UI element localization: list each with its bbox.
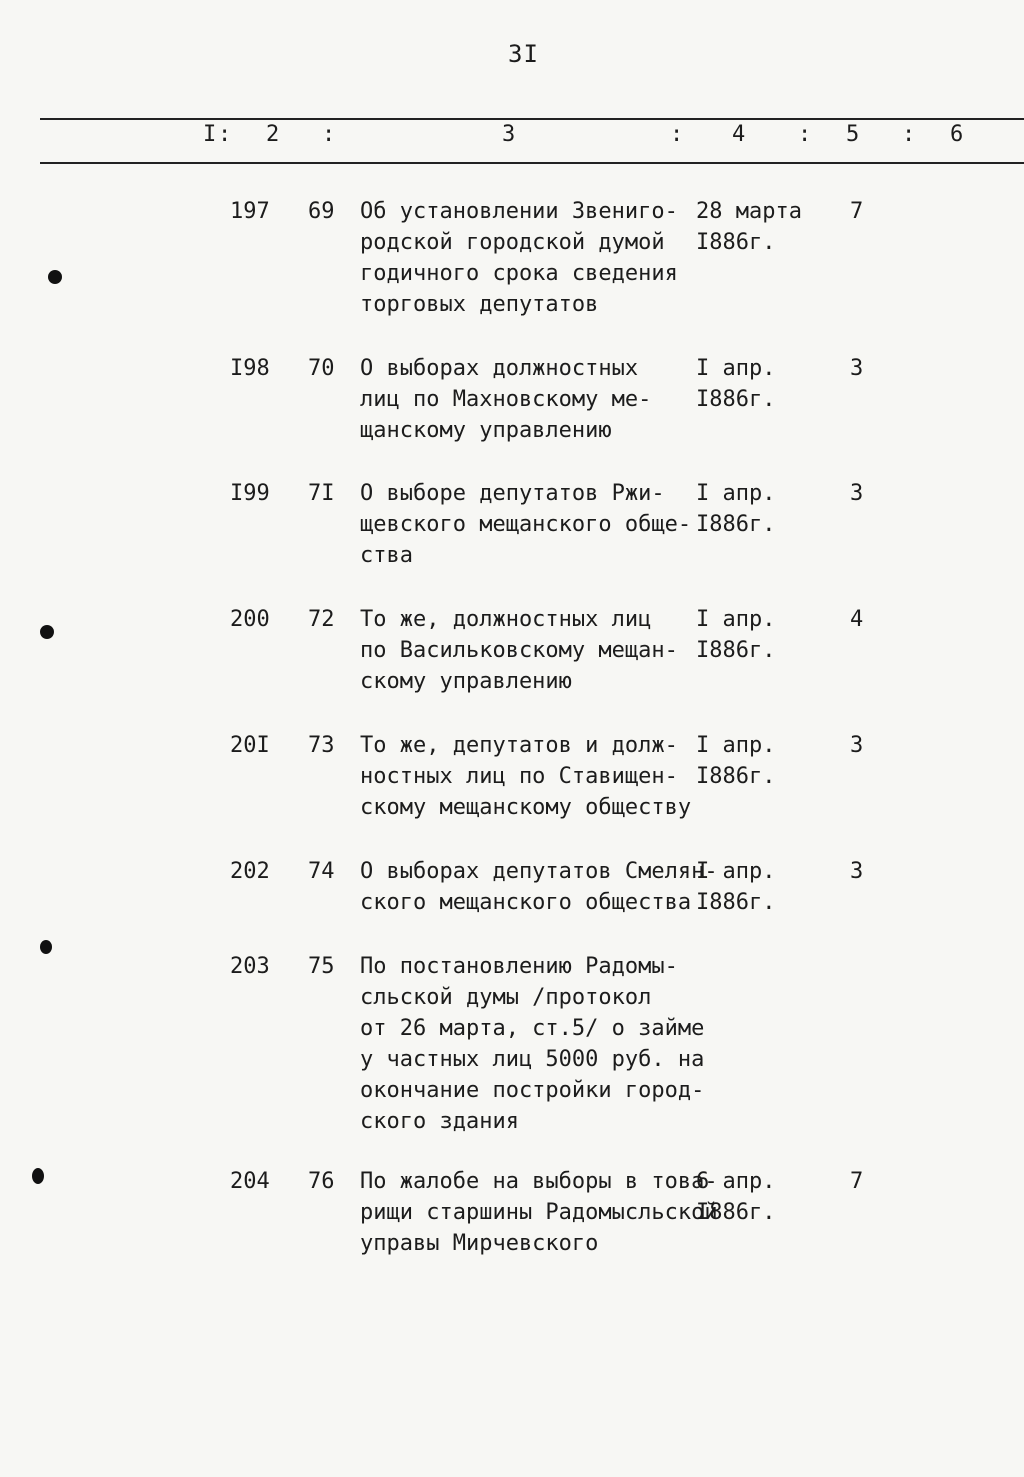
header-col-3: 3 bbox=[502, 122, 516, 147]
row-description: Об установлении Звениго- родской городской думой годичного срока сведения торговых депутатов bbox=[360, 199, 678, 317]
header-col-1: I bbox=[203, 122, 217, 147]
row-date: I апр. I886г. bbox=[696, 859, 776, 915]
row-pages: 3 bbox=[850, 356, 864, 381]
row-sub-number: 70 bbox=[308, 356, 335, 381]
row-number: I99 bbox=[230, 481, 270, 506]
row-sub-number: 72 bbox=[308, 607, 335, 632]
row-number: 202 bbox=[230, 859, 270, 884]
header-bottom-rule bbox=[40, 162, 1024, 164]
binding-hole-mark bbox=[48, 270, 62, 284]
header-col-2: 2 bbox=[266, 122, 280, 147]
header-separator: : bbox=[670, 122, 684, 147]
header-col-4: 4 bbox=[732, 122, 746, 147]
row-description: О выборах должностных лиц по Махновскому ме- щанскому управлению bbox=[360, 356, 652, 443]
row-date: I апр. I886г. bbox=[696, 356, 776, 412]
row-pages: 3 bbox=[850, 859, 864, 884]
row-description: По жалобе на выборы в това- рищи старшины Радомысльской управы Мирчевского bbox=[360, 1169, 718, 1256]
header-separator: : bbox=[322, 122, 336, 147]
header-separator: : bbox=[218, 122, 232, 147]
row-pages: 3 bbox=[850, 733, 864, 758]
row-number: I98 bbox=[230, 356, 270, 381]
row-sub-number: 75 bbox=[308, 954, 335, 979]
binding-hole-mark bbox=[32, 1168, 44, 1184]
row-description: О выборе депутатов Ржи- щевского мещанского обще- ства bbox=[360, 481, 692, 568]
row-sub-number: 76 bbox=[308, 1169, 335, 1194]
row-date: I апр. I886г. bbox=[696, 481, 776, 537]
row-pages: 7 bbox=[850, 199, 864, 224]
row-sub-number: 7I bbox=[308, 481, 335, 506]
row-number: 200 bbox=[230, 607, 270, 632]
row-pages: 3 bbox=[850, 481, 864, 506]
header-col-6: 6 bbox=[950, 122, 964, 147]
binding-hole-mark bbox=[40, 940, 52, 954]
row-sub-number: 74 bbox=[308, 859, 335, 884]
header-separator: : bbox=[902, 122, 916, 147]
row-description: То же, должностных лиц по Васильковскому мещан- скому управлению bbox=[360, 607, 678, 694]
page-number: 3I bbox=[508, 40, 539, 68]
header-top-rule bbox=[40, 118, 1024, 120]
row-date: 28 марта I886г. bbox=[696, 199, 802, 255]
header-col-5: 5 bbox=[846, 122, 860, 147]
row-date: I апр. I886г. bbox=[696, 607, 776, 663]
row-number: 203 bbox=[230, 954, 270, 979]
row-number: 20I bbox=[230, 733, 270, 758]
row-number: 204 bbox=[230, 1169, 270, 1194]
row-description: О выборах депутатов Смелян- ского мещанского общества bbox=[360, 859, 718, 915]
row-pages: 7 bbox=[850, 1169, 864, 1194]
row-description: То же, депутатов и долж- ностных лиц по Ставищен- скому мещанскому обществу bbox=[360, 733, 692, 820]
row-sub-number: 69 bbox=[308, 199, 335, 224]
header-separator: : bbox=[798, 122, 812, 147]
row-number: 197 bbox=[230, 199, 270, 224]
row-description: По постановлению Радомы- сльской думы /протокол от 26 марта, ст.5/ о займе у частных лиц 5000 руб. на окончание постройки город- ского здания bbox=[360, 954, 705, 1134]
row-pages: 4 bbox=[850, 607, 864, 632]
row-sub-number: 73 bbox=[308, 733, 335, 758]
binding-hole-mark bbox=[40, 625, 54, 639]
row-date: I апр. I886г. bbox=[696, 733, 776, 789]
row-date: 6 апр. I886г. bbox=[696, 1169, 776, 1225]
